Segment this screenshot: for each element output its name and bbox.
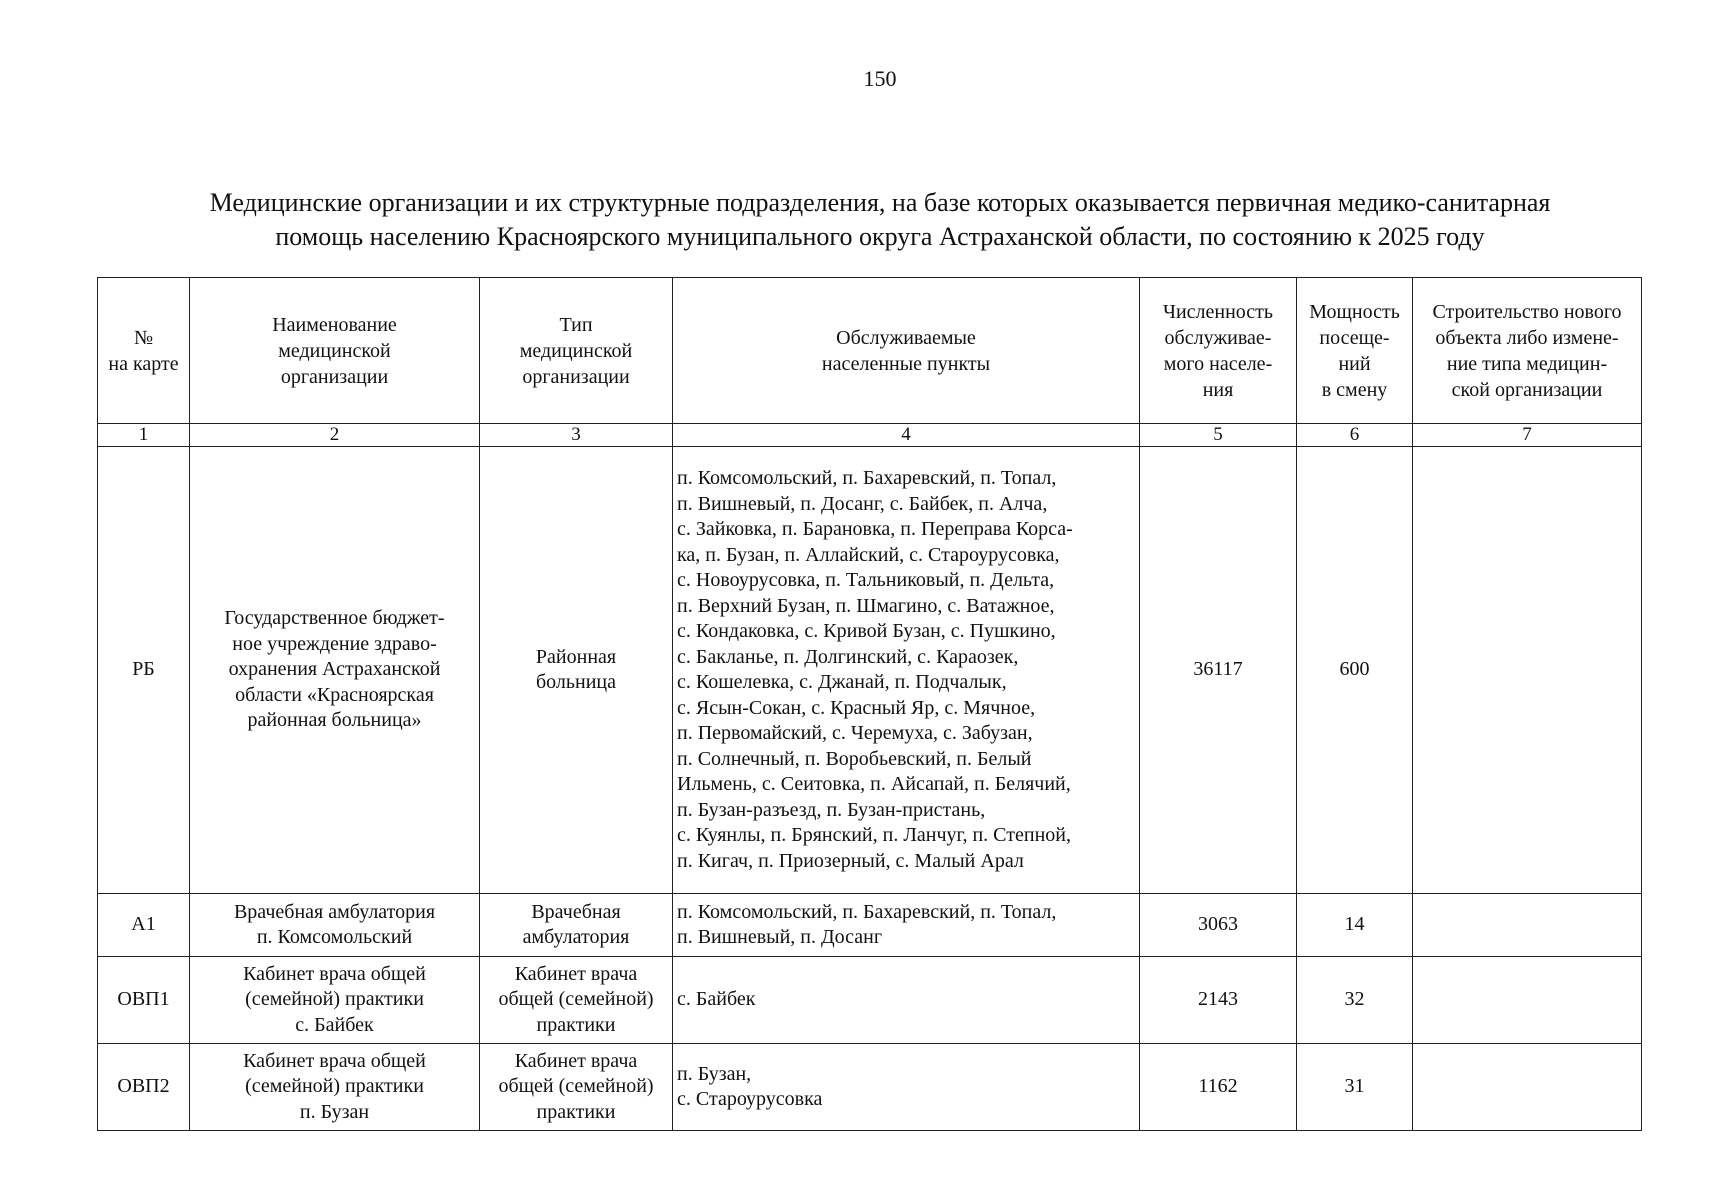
column-number: 7 — [1413, 424, 1642, 447]
organization-name-cell: Государственное бюджет- ное учреждение здраво- охранения Астраханской области «Красноярская районная больница» — [190, 447, 480, 894]
construction-cell — [1413, 957, 1642, 1044]
medical-organizations-table — [97, 277, 1642, 1131]
organization-type-cell: Врачебная амбулатория — [480, 894, 673, 957]
table-row — [98, 957, 1642, 1044]
map-number-cell: ОВП2 — [98, 1044, 190, 1131]
column-number: 2 — [190, 424, 480, 447]
page-number: 150 — [863, 66, 897, 91]
construction-cell — [1413, 447, 1642, 894]
construction-cell — [1413, 894, 1642, 957]
settlements-cell: п. Комсомольский, п. Бахаревский, п. Топал, п. Вишневый, п. Досанг — [673, 894, 1140, 957]
header-construction: Строительство нового объекта либо измене- ние типа медицин- ской организации — [1413, 278, 1642, 424]
header-settlements: Обслуживаемые населенные пункты — [673, 278, 1140, 424]
construction-cell — [1413, 1044, 1642, 1131]
header-map-number: № на карте — [98, 278, 190, 424]
population-cell: 3063 — [1140, 894, 1297, 957]
settlements-cell: п. Комсомольский, п. Бахаревский, п. Топал, п. Вишневый, п. Досанг, с. Байбек, п. Алча, с. Зайковка, п. Барановка, п. Переправа Корса- ка, п. Бузан, п. Аллайский, с. Староурусовка, с. Новоурусовка, п. Тальниковый, п. Дельта, п. Верхний Бузан, п. Шмагино, с. Ватажное, с. Кондаковка, с. Кривой Бузан, с. Пушкино, с. Бакланье, п. Долгинский, с. Караозек, с. Кошелевка, с. Джанай, п. Подчалык, с. Ясын-Сокан, с. Красный Яр, с. Мячное, п. Первомайский, с. Черемуха, с. Забузан, п. Солнечный, п. Воробьевский, п. Белый Ильмень, с. Сеитовка, п. Айсапай, п. Белячий, п. Бузан-разъезд, п. Бузан-пристань, с. Куянлы, п. Брянский, п. Ланчуг, п. Степной, п. Кигач, п. Приозерный, с. Малый Арал — [673, 447, 1140, 894]
settlements-cell: п. Бузан, с. Староурусовка — [673, 1044, 1140, 1131]
map-number-cell: А1 — [98, 894, 190, 957]
header-capacity: Мощность посеще- ний в смену — [1297, 278, 1413, 424]
column-number: 5 — [1140, 424, 1297, 447]
population-cell: 1162 — [1140, 1044, 1297, 1131]
column-number: 4 — [673, 424, 1140, 447]
column-number-row — [98, 424, 1642, 447]
map-number-cell: ОВП1 — [98, 957, 190, 1044]
capacity-cell: 31 — [1297, 1044, 1413, 1131]
header-population: Численность обслуживае- мого населе- ния — [1140, 278, 1297, 424]
column-number: 1 — [98, 424, 190, 447]
title-line: Медицинские организации и их структурные подразделения, на базе которых оказывается первичная медико-санитарная — [209, 188, 1551, 217]
column-number: 3 — [480, 424, 673, 447]
organization-type-cell: Районная больница — [480, 447, 673, 894]
title-line: помощь населению Красноярского муниципального округа Астраханской области, по состоянию к 2025 году — [275, 222, 1485, 251]
capacity-cell: 600 — [1297, 447, 1413, 894]
population-cell: 36117 — [1140, 447, 1297, 894]
header-row — [98, 278, 1642, 424]
header-organization-type: Тип медицинской организации — [480, 278, 673, 424]
capacity-cell: 32 — [1297, 957, 1413, 1044]
column-number: 6 — [1297, 424, 1413, 447]
table-row — [98, 1044, 1642, 1131]
map-number-cell: РБ — [98, 447, 190, 894]
population-cell: 2143 — [1140, 957, 1297, 1044]
header-organization-name: Наименование медицинской организации — [190, 278, 480, 424]
organization-name-cell: Кабинет врача общей (семейной) практики п. Бузан — [190, 1044, 480, 1131]
table-row — [98, 447, 1642, 894]
organization-name-cell: Кабинет врача общей (семейной) практики с. Байбек — [190, 957, 480, 1044]
settlements-cell: с. Байбек — [673, 957, 1140, 1044]
capacity-cell: 14 — [1297, 894, 1413, 957]
organization-type-cell: Кабинет врача общей (семейной) практики — [480, 957, 673, 1044]
document-title — [100, 186, 1660, 254]
table-row — [98, 894, 1642, 957]
organization-type-cell: Кабинет врача общей (семейной) практики — [480, 1044, 673, 1131]
organization-name-cell: Врачебная амбулатория п. Комсомольский — [190, 894, 480, 957]
